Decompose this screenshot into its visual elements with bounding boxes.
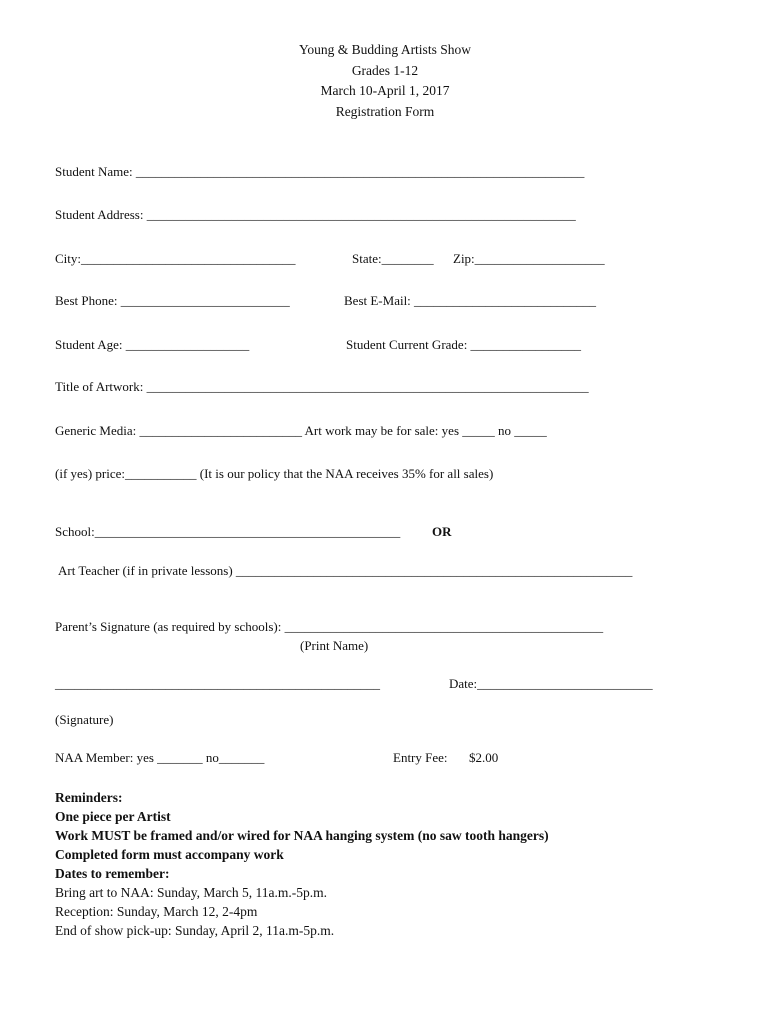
naa-member-field[interactable]: NAA Member: yes _______ no_______ — [55, 750, 265, 765]
entry-fee-value: $2.00 — [469, 750, 499, 765]
student-address-field[interactable]: Student Address: __________________________________________________________________ — [55, 207, 576, 222]
generic-media-sale-field[interactable]: Generic Media: _________________________ Art work may be for sale: yes _____ no _____ — [55, 423, 547, 438]
date-item: End of show pick-up: Sunday, April 2, 11a.m-5p.m. — [55, 923, 335, 938]
or-label: OR — [432, 524, 452, 539]
show-title: Young & Budding Artists Show — [299, 42, 471, 57]
entry-fee-label: Entry Fee: — [393, 750, 448, 765]
signature-label: (Signature) — [55, 712, 114, 727]
reminder-item: Completed form must accompany work — [55, 847, 284, 862]
form-title: Registration Form — [335, 103, 435, 119]
print-name-label: (Print Name) — [300, 638, 369, 653]
city-field[interactable]: City:_________________________________ — [55, 251, 296, 266]
current-grade-field[interactable]: Student Current Grade: _________________ — [346, 337, 582, 352]
form-header — [0, 40, 770, 122]
grades-line: Grades 1-12 — [351, 62, 419, 78]
best-email-field[interactable]: Best E-Mail: ____________________________ — [344, 293, 597, 308]
date-item: Reception: Sunday, March 12, 2-4pm — [55, 904, 258, 919]
zip-field[interactable]: Zip:____________________ — [453, 251, 605, 266]
school-field[interactable]: School:_______________________________________________ — [55, 524, 401, 539]
title-of-artwork-field[interactable]: Title of Artwork: ____________________________________________________________________ — [55, 379, 589, 394]
show-dates: March 10-April 1, 2017 — [320, 83, 450, 98]
student-age-field[interactable]: Student Age: ___________________ — [55, 337, 250, 352]
reminders-section — [55, 788, 549, 940]
art-teacher-field[interactable]: Art Teacher (if in private lessons) _____________________________________________________________ — [58, 563, 633, 578]
dates-heading: Dates to remember: — [55, 866, 170, 881]
parent-signature-field[interactable]: Parent’s Signature (as required by schools): _________________________________________________ — [55, 619, 604, 634]
reminder-item: One piece per Artist — [55, 809, 171, 824]
student-name-field[interactable]: Student Name: _____________________________________________________________________ — [55, 164, 585, 179]
reminder-item: Work MUST be framed and/or wired for NAA hanging system (no saw tooth hangers) — [55, 828, 549, 843]
reminders-heading: Reminders: — [55, 790, 123, 805]
state-field[interactable]: State:________ — [352, 251, 434, 266]
price-field[interactable]: (if yes) price:___________ (It is our policy that the NAA receives 35% for all sales) — [55, 466, 494, 481]
signature-line[interactable]: __________________________________________________ — [55, 676, 380, 691]
date-item: Bring art to NAA: Sunday, March 5, 11a.m.-5p.m. — [55, 885, 327, 900]
best-phone-field[interactable]: Best Phone: __________________________ — [55, 293, 290, 308]
date-field[interactable]: Date:___________________________ — [449, 676, 653, 691]
